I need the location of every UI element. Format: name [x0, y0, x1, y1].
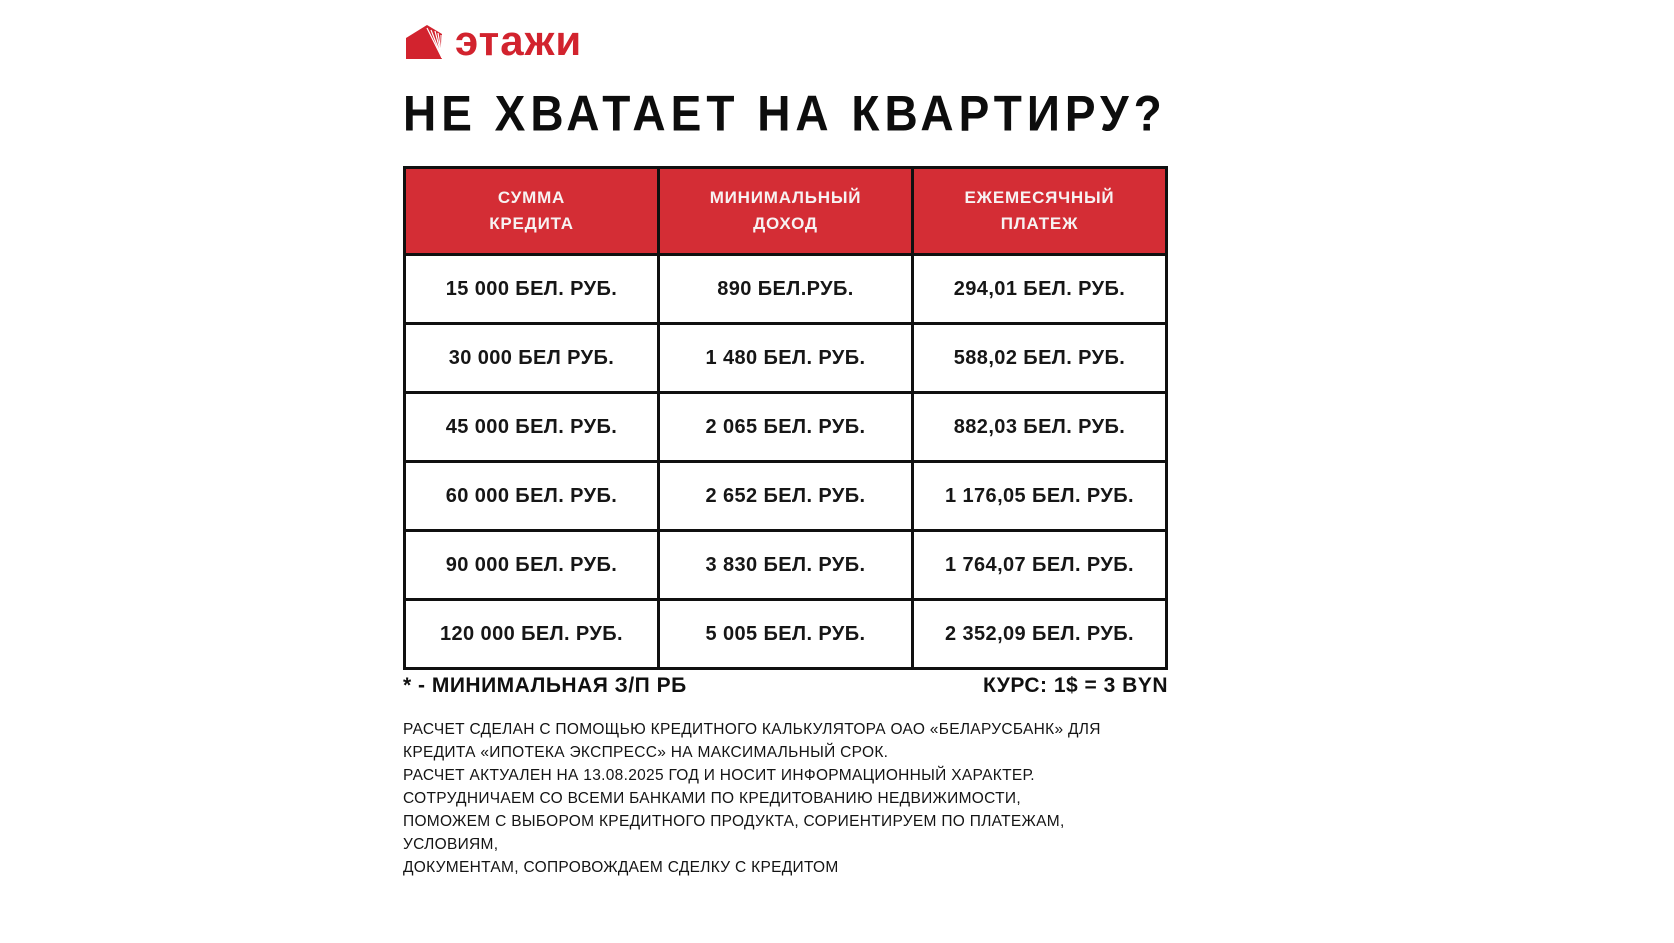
header-credit-sum: [405, 168, 659, 255]
disclaimer-line: КРЕДИТА «ИПОТЕКА ЭКСПРЕСС» НА МАКСИМАЛЬНЫЙ СРОК.: [403, 744, 889, 761]
cell-monthly-payment: 1 764,07 БЕЛ. РУБ.: [913, 531, 1167, 600]
header-line: КРЕДИТА: [489, 214, 574, 233]
header-monthly-payment: [913, 168, 1167, 255]
table-row: [405, 600, 1167, 669]
disclaimer-line: РАСЧЕТ АКТУАЛЕН НА 13.08.2025 ГОД И НОСИТ ИНФОРМАЦИОННЫЙ ХАРАКТЕР.: [403, 767, 1035, 784]
house-icon: [403, 22, 445, 64]
cell-credit-sum: 90 000 БЕЛ. РУБ.: [405, 531, 659, 600]
table-row: [405, 531, 1167, 600]
header-line: МИНИМАЛЬНЫЙ: [709, 187, 862, 207]
table-row: [405, 324, 1167, 393]
cell-monthly-payment: 1 176,05 БЕЛ. РУБ.: [913, 462, 1167, 531]
disclaimer-line: ПОМОЖЕМ С ВЫБОРОМ КРЕДИТНОГО ПРОДУКТА, СОРИЕНТИРУЕМ ПО ПЛАТЕЖАМ,: [403, 813, 1065, 830]
brand-logo: [403, 17, 583, 66]
cell-min-income: 3 830 БЕЛ. РУБ.: [659, 531, 913, 600]
cell-credit-sum: 60 000 БЕЛ. РУБ.: [405, 462, 659, 531]
table-header-row: [405, 168, 1167, 255]
cell-min-income: 890 БЕЛ.РУБ.: [659, 255, 913, 324]
disclaimer-line: УСЛОВИЯМ,: [403, 836, 499, 853]
cell-min-income: 2 065 БЕЛ. РУБ.: [659, 393, 913, 462]
cell-min-income: 2 652 БЕЛ. РУБ.: [659, 462, 913, 531]
footnote-row: [403, 674, 1168, 698]
table-row: [405, 462, 1167, 531]
cell-credit-sum: 30 000 БЕЛ РУБ.: [405, 324, 659, 393]
disclaimer-line: СОТРУДНИЧАЕМ СО ВСЕМИ БАНКАМИ ПО КРЕДИТОВАНИЮ НЕДВИЖИМОСТИ,: [403, 790, 1021, 807]
cell-credit-sum: 45 000 БЕЛ. РУБ.: [405, 393, 659, 462]
disclaimer-line: РАСЧЕТ СДЕЛАН С ПОМОЩЬЮ КРЕДИТНОГО КАЛЬКУЛЯТОРА ОАО «БЕЛАРУСБАНК» ДЛЯ: [403, 721, 1101, 738]
cell-credit-sum: 120 000 БЕЛ. РУБ.: [405, 600, 659, 669]
cell-monthly-payment: 2 352,09 БЕЛ. РУБ.: [913, 600, 1167, 669]
table-row: [405, 255, 1167, 324]
cell-monthly-payment: 882,03 БЕЛ. РУБ.: [913, 393, 1167, 462]
footnote-exchange-rate: КУРС: 1$ = 3 BYN: [982, 674, 1168, 697]
brand-logo-text: этажи: [455, 17, 583, 64]
header-line: ПЛАТЕЖ: [1000, 214, 1079, 233]
header-line: СУММА: [497, 187, 566, 207]
cell-min-income: 1 480 БЕЛ. РУБ.: [659, 324, 913, 393]
header-line: ДОХОД: [753, 214, 818, 233]
cell-monthly-payment: 294,01 БЕЛ. РУБ.: [913, 255, 1167, 324]
footnote-min-salary: * - МИНИМАЛЬНАЯ З/П РБ: [403, 674, 687, 697]
cell-min-income: 5 005 БЕЛ. РУБ.: [659, 600, 913, 669]
disclaimer-line: ДОКУМЕНТАМ, СОПРОВОЖДАЕМ СДЕЛКУ С КРЕДИТОМ: [403, 859, 839, 876]
credit-table: [403, 166, 1168, 670]
header-min-income: [659, 168, 913, 255]
cell-credit-sum: 15 000 БЕЛ. РУБ.: [405, 255, 659, 324]
page-title: НЕ ХВАТАЕТ НА КВАРТИРУ?: [403, 85, 1167, 142]
header-line: ЕЖЕМЕСЯЧНЫЙ: [964, 187, 1115, 207]
cell-monthly-payment: 588,02 БЕЛ. РУБ.: [913, 324, 1167, 393]
table-row: [405, 393, 1167, 462]
disclaimer-text: [403, 718, 1193, 879]
